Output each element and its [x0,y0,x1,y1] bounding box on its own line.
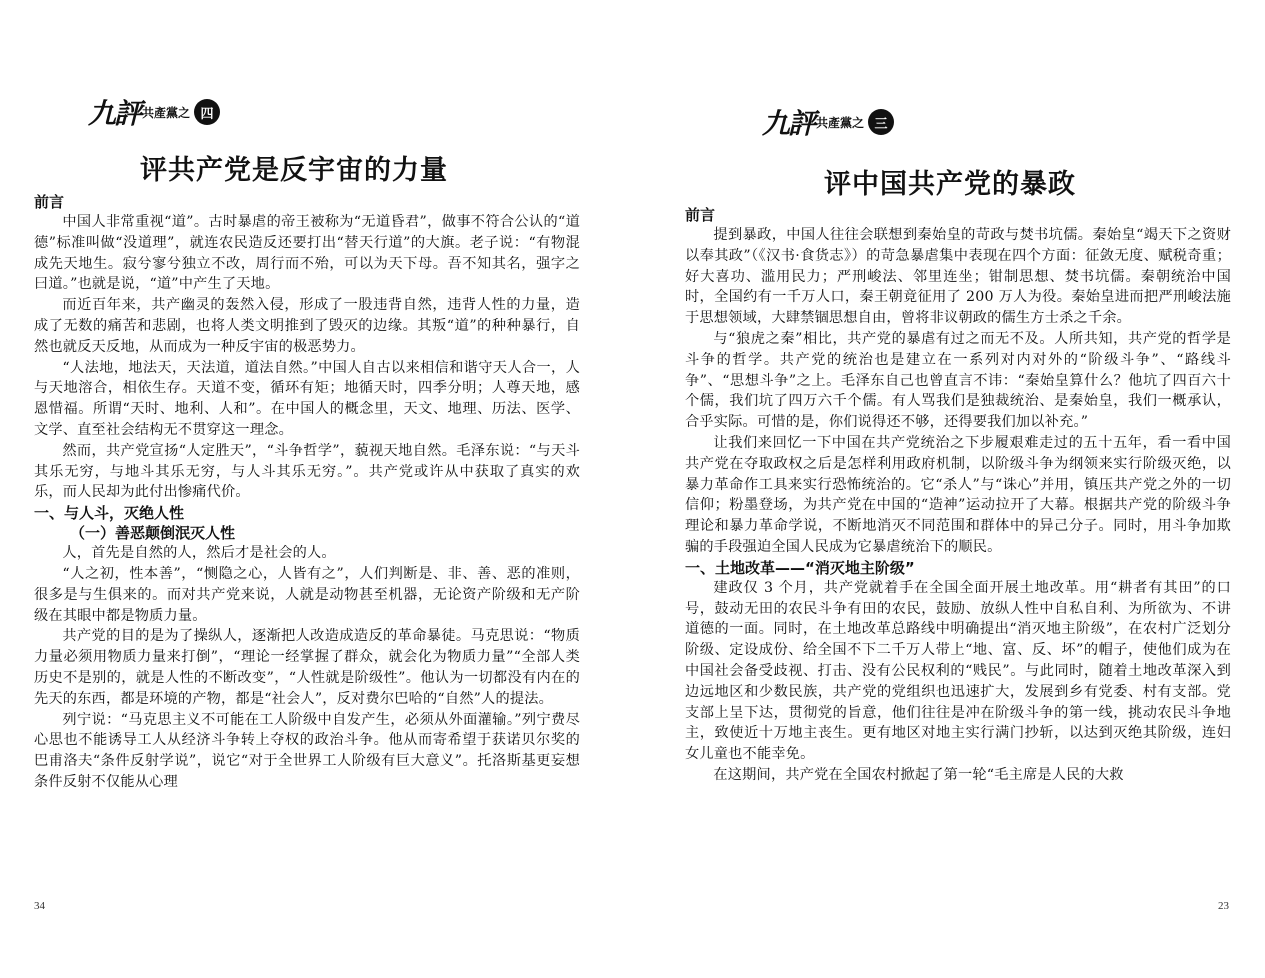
section-heading: 一、与人斗，灭绝人性 [34,504,185,523]
series-logo [88,92,220,132]
section-heading: 前言 [34,193,65,211]
series-logo-big: 九評 [88,97,141,130]
page-title: 评中国共产党的暴政 [824,169,1076,200]
paragraph: 而近百年来，共产幽灵的轰然入侵，形成了一股违背自然，违背人性的力量，造成了无数的痛苦和悲剧，也将人类文明推到了毁灭的边缘。其叛“道”的种种暴行，自然也就反天反地，从而成为一种反宇宙的极恶势力。 [34,297,580,355]
right-page [640,0,1265,978]
page-number: 23 [1218,900,1229,912]
left-page [0,0,632,978]
series-logo-small: 共產黨之 [142,105,191,120]
paragraph: 让我们来回忆一下中国在共产党统治之下步履艰难走过的五十五年，看一看中国共产党在夺取政权之后是怎样利用政府机制，以阶级斗争为纲领来实行阶级灭绝，以暴力革命作工具来实行恐怖统治的。它“杀人”与“诛心”并用，镇压共产党之外的一切信仰；粉墨登场，为共产党在中国的“造神”运动拉开了大幕。根据共产党的阶级斗争理论和暴力革命学说，不断地消灭不同范围和群体中的异己分子。同时，用斗争加欺骗的手段强迫全国人民成为它暴虐统治下的顺民。 [685,434,1231,555]
section-heading: 一、土地改革——“消灭地主阶级” [685,558,915,577]
paragraph: 人，首先是自然的人，然后才是社会的人。 [62,545,336,562]
paragraph: 在这期间，共产党在全国农村掀起了第一轮“毛主席是人民的大救 [713,766,1124,783]
article-body [685,205,1231,786]
subsection-heading: （一）善恶颠倒泯灭人性 [70,524,236,543]
page-title: 评共产党是反宇宙的力量 [140,155,448,186]
paragraph: 与“狼虎之秦”相比，共产党的暴虐有过之而无不及。人所共知，共产党的哲学是斗争的哲学。共产党的统治也是建立在一系列对内对外的“阶级斗争”、“路线斗争”、“思想斗争”之上。毛泽东自己也曾直言不讳：“秦始皇算什么？他坑了四百六十个儒，我们坑了四万六千个儒。有人骂我们是独裁统治、是秦始皇，我们一概承认，合乎实际。可惜的是，你们说得还不够，还得要我们加以补充。” [685,330,1231,431]
article-body [34,192,580,793]
paragraph: 提到暴政，中国人往往会联想到秦始皇的苛政与焚书坑儒。秦始皇“竭天下之资财以奉其政”（《汉书·食货志》）的苛急暴虐集中表现在四个方面：征敛无度、赋税奇重；好大喜功、滥用民力；严刑峻法、邻里连坐；钳制思想、焚书坑儒。秦朝统治中国时，全国约有一千万人口，秦王朝竟征用了 200 万人为役。秦始皇进而把严刑峻法施于思想领域，大肆禁锢思想自由，曾将非议朝政的儒生方士杀之千余。 [685,227,1231,327]
section-heading: 前言 [685,206,716,224]
page-number: 34 [34,900,45,912]
paragraph: 然而，共产党宣扬“人定胜天”，“斗争哲学”，藐视天地自然。毛泽东说：“与天斗其乐无穷，与地斗其乐无穷，与人斗其乐无穷。”。共产党或许从中获取了真实的欢乐，而人民却为此付出惨痛代价。 [34,442,580,501]
series-badge-icon: 三 [868,109,894,135]
series-badge-icon: 四 [194,99,220,125]
series-logo-small: 共產黨之 [816,115,865,130]
paragraph: “人法地，地法天，天法道，道法自然。”中国人自古以来相信和谐守天人合一，人与天地溶合，相依生存。天道不变，循环有矩；地循天时，四季分明；人尊天地，感恩惜福。所谓“天时、地利、人和”。在中国人的概念里，天文、地理、历法、医学、文学、直至社会结构无不贯穿这一理念。 [34,359,580,438]
paragraph: 中国人非常重视“道”。古时暴虐的帝王被称为“无道昏君”，做事不符合公认的“道德”标准叫做“没道理”，就连农民造反还要打出“替天行道”的大旗。老子说：“有物混成先天地生。寂兮寥兮独立不改，周行而不殆，可以为天下母。吾不知其名，强字之曰道。”也就是说，“道”中产生了天地。 [34,214,580,293]
paragraph: 建政仅 3 个月，共产党就着手在全国全面开展土地改革。用“耕者有其田”的口号，鼓动无田的农民斗争有田的农民，鼓励、放纵人性中自私自利、为所欲为、不讲道德的一面。同时，在土地改革总路线中明确提出“消灭地主阶级”，在农村广泛划分阶级、定设成份、给全国不下二千万人带上“地、富、反、坏”的帽子，使他们成为在中国社会备受歧视、打击、没有公民权利的“贱民”。与此同时，随着土地改革深入到边远地区和少数民族，共产党的党组织也迅速扩大，发展到乡有党委、村有支部。党支部上呈下达，贯彻党的旨意，他们往往是冲在阶级斗争的第一线，挑动农民斗争地主，致使近十万地主丧生。更有地区对地主实行满门抄斩，以达到灭绝其阶级，连妇女儿童也不能幸免。 [685,579,1231,763]
paragraph: 共产党的目的是为了操纵人，逐渐把人改造成造反的革命暴徒。马克思说：“物质力量必须用物质力量来打倒”，“理论一经掌握了群众，就会化为物质力量”“全部人类历史不是别的，就是人性的不断改变”，“人性就是阶级性”。他认为一切都没有内在的先天的东西，都是环境的产物，都是“社会人”，反对费尔巴哈的“自然”人的提法。 [34,628,580,707]
series-logo [762,102,894,142]
series-logo-big: 九評 [762,107,815,140]
paragraph: “人之初，性本善”，“恻隐之心，人皆有之”，人们判断是、非、善、恶的准则，很多是与生俱来的。而对共产党来说，人就是动物甚至机器，无论资产阶级和无产阶级在其眼中都是物质力量。 [34,565,580,624]
paragraph: 列宁说：“马克思主义不可能在工人阶级中自发产生，必须从外面灌输。”列宁费尽心思也不能诱导工人从经济斗争转上夺权的政治斗争。他从而寄希望于获诺贝尔奖的巴甫洛夫“条件反射学说”，说它“对于全世界工人阶级有巨大意义”。托洛斯基更妄想条件反射不仅能从心理 [34,711,580,790]
